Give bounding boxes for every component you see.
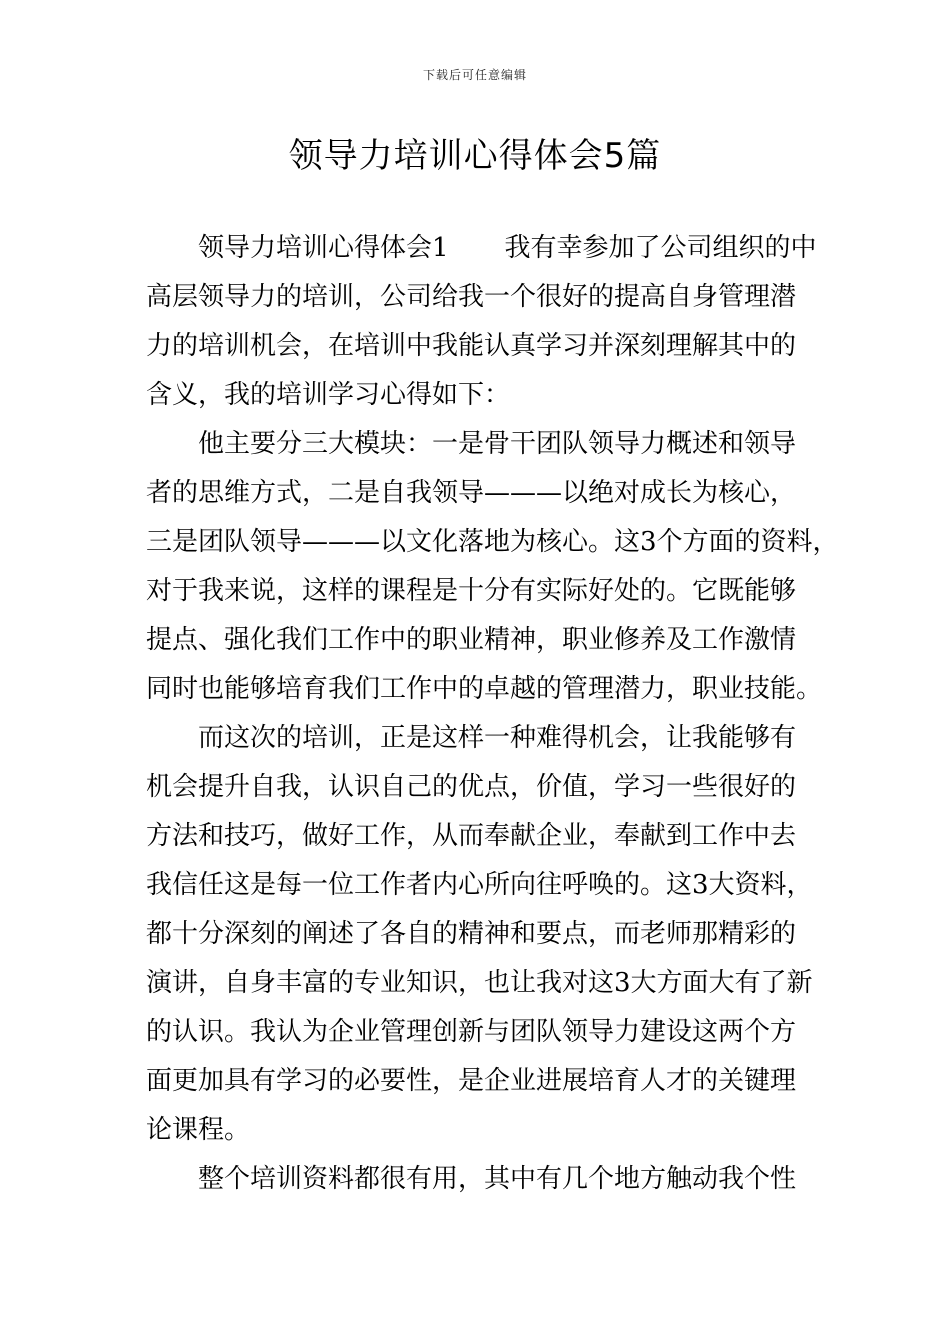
text-line: 三是团队领导———以文化落地为核心。这3个方面的资料，	[146, 527, 839, 557]
text-line: 提点、强化我们工作中的职业精神，职业修养及工作激情	[146, 625, 797, 655]
text-line: 面更加具有学习的必要性，是企业进展培育人才的关键理	[146, 1066, 797, 1096]
text-line: 同时也能够培育我们工作中的卓越的管理潜力，职业技能。	[146, 674, 823, 704]
text-line: 而这次的培训，正是这样一种难得机会，让我能够有	[198, 723, 797, 753]
document-title: 领导力培训心得体会5篇	[288, 136, 662, 176]
text-line: 整个培训资料都很有用，其中有几个地方触动我个性	[198, 1164, 797, 1194]
paragraph-text: 我有幸参加了公司组织的中	[504, 233, 817, 263]
text-line: 高层领导力的培训，公司给我一个很好的提高自身管理潜	[146, 282, 797, 312]
text-line: 的认识。我认为企业管理创新与团队领导力建设这两个方	[146, 1017, 797, 1047]
text-line: 演讲，自身丰富的专业知识，也让我对这3大方面大有了新	[146, 968, 813, 998]
text-line: 机会提升自我，认识自己的优点，价值，学习一些很好的	[146, 772, 797, 802]
document-body	[146, 224, 839, 1204]
text-line: 者的思维方式，二是自我领导———以绝对成长为核心，	[146, 478, 797, 508]
text-line: 含义，我的培训学习心得如下：	[146, 380, 511, 410]
text-line: 论课程。	[146, 1115, 251, 1145]
section-heading: 领导力培训心得体会1	[198, 233, 449, 263]
text-line: 对于我来说，这样的课程是十分有实际好处的。它既能够	[146, 576, 797, 606]
text-line: 力的培训机会，在培训中我能认真学习并深刻理解其中的	[146, 331, 797, 361]
text-line: 他主要分三大模块：一是骨干团队领导力概述和领导	[198, 429, 797, 459]
header-note: 下载后可任意编辑	[422, 68, 527, 82]
text-line: 都十分深刻的阐述了各自的精神和要点，而老师那精彩的	[146, 919, 797, 949]
text-line: 我信任这是每一位工作者内心所向往呼唤的。这3大资料，	[146, 870, 813, 900]
text-line: 方法和技巧，做好工作，从而奉献企业，奉献到工作中去	[146, 821, 797, 851]
text-line	[146, 224, 826, 273]
